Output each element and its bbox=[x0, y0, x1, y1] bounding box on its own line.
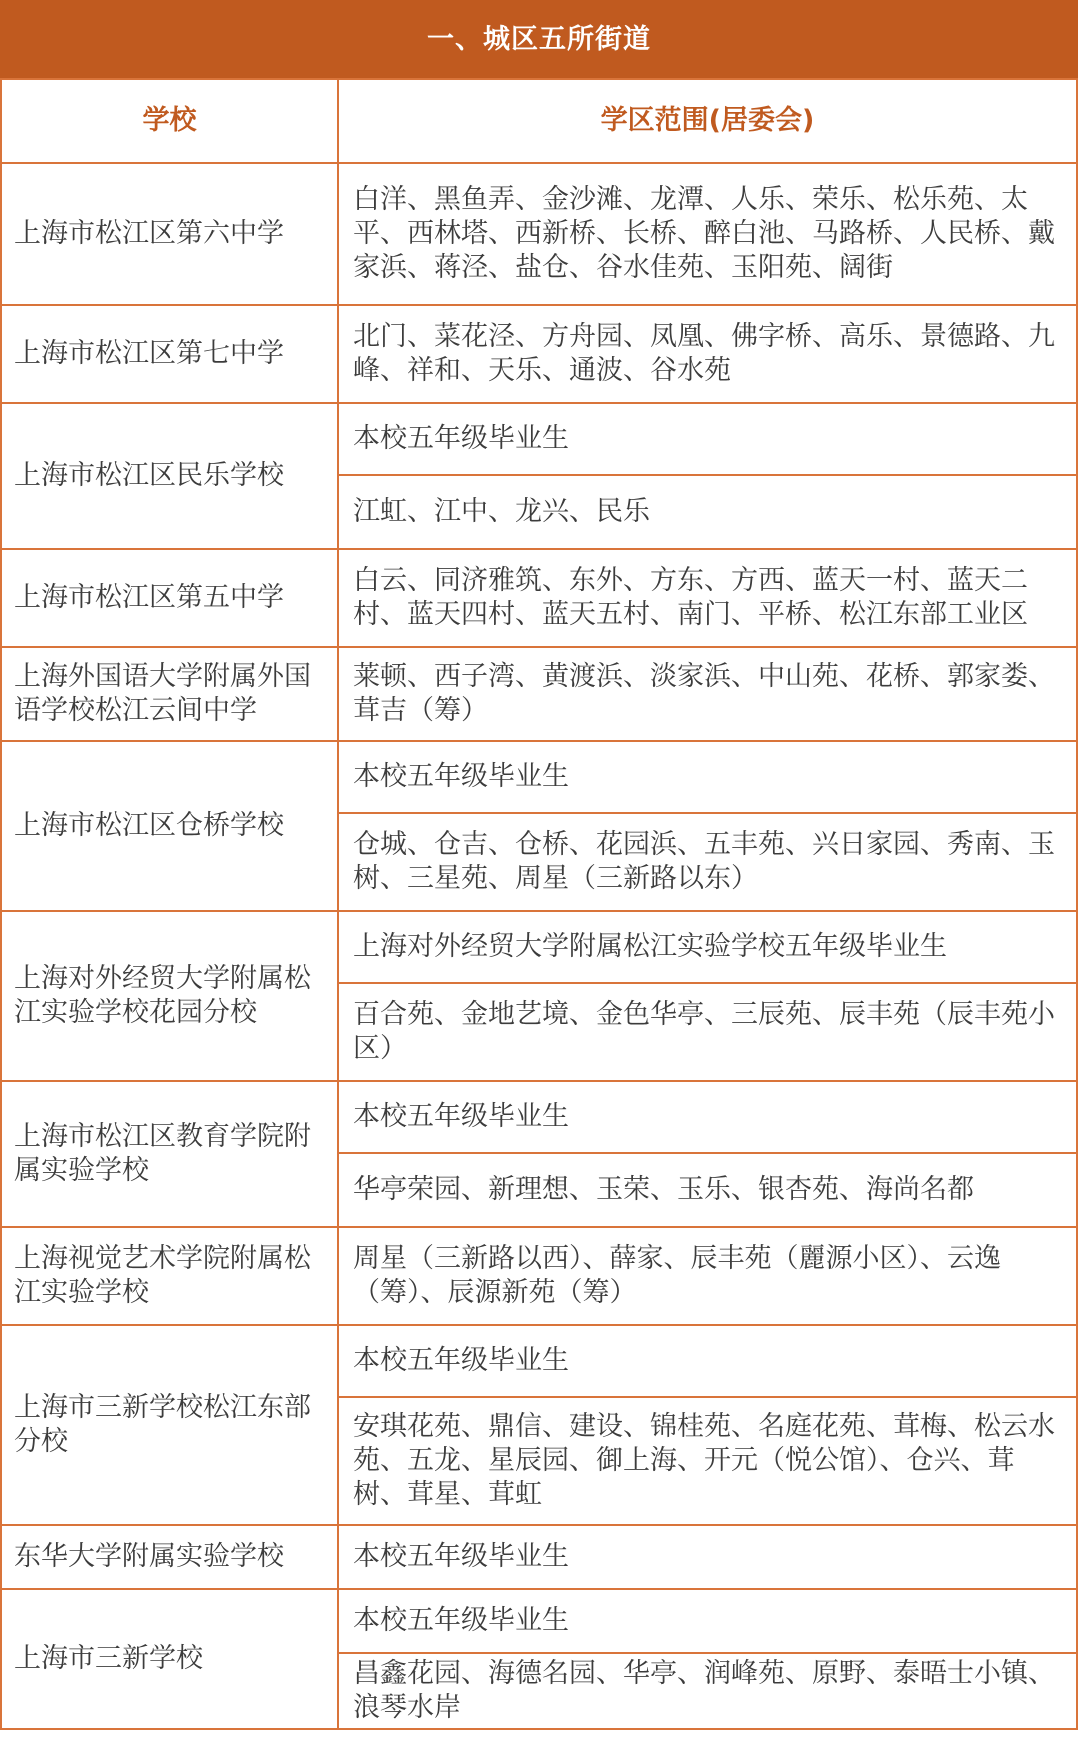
zone-cell: 上海对外经贸大学附属松江实验学校五年级毕业生 bbox=[338, 911, 1077, 983]
school-district-table bbox=[0, 78, 1078, 1730]
zone-cell: 昌鑫花园、海德名园、华亭、润峰苑、原野、泰晤士小镇、浪琴水岸 bbox=[338, 1653, 1077, 1729]
table-row bbox=[1, 1325, 1077, 1397]
zone-cell: 仓城、仓吉、仓桥、花园浜、五丰苑、兴日家园、秀南、玉树、三星苑、周星（三新路以东） bbox=[338, 813, 1077, 911]
zone-cell: 百合苑、金地艺境、金色华亭、三辰苑、辰丰苑（辰丰苑小区） bbox=[338, 983, 1077, 1081]
section-title: 一、城区五所街道 bbox=[0, 0, 1078, 80]
zone-cell: 白云、同济雅筑、东外、方东、方西、蓝天一村、蓝天二村、蓝天四村、蓝天五村、南门、平桥、松江东部工业区 bbox=[338, 549, 1077, 647]
table-row bbox=[1, 1589, 1077, 1653]
zone-cell: 本校五年级毕业生 bbox=[338, 1081, 1077, 1153]
zone-cell: 本校五年级毕业生 bbox=[338, 1325, 1077, 1397]
school-name-cell: 上海视觉艺术学院附属松江实验学校 bbox=[1, 1227, 338, 1325]
table-row bbox=[1, 1525, 1077, 1589]
school-name-cell: 上海市松江区第七中学 bbox=[1, 305, 338, 403]
zone-cell: 本校五年级毕业生 bbox=[338, 403, 1077, 475]
table-body bbox=[1, 163, 1077, 1729]
zone-cell: 本校五年级毕业生 bbox=[338, 741, 1077, 813]
header-school: 学校 bbox=[1, 79, 338, 163]
zone-cell: 本校五年级毕业生 bbox=[338, 1525, 1077, 1589]
school-name-cell: 东华大学附属实验学校 bbox=[1, 1525, 338, 1589]
header-zone: 学区范围(居委会) bbox=[338, 79, 1077, 163]
school-name-cell: 上海市松江区民乐学校 bbox=[1, 403, 338, 549]
school-name-cell: 上海市松江区仓桥学校 bbox=[1, 741, 338, 911]
school-name-cell: 上海市三新学校 bbox=[1, 1589, 338, 1729]
zone-cell: 北门、菜花泾、方舟园、凤凰、佛字桥、高乐、景德路、九峰、祥和、天乐、通波、谷水苑 bbox=[338, 305, 1077, 403]
table-row bbox=[1, 911, 1077, 983]
table-row bbox=[1, 403, 1077, 475]
zone-cell: 本校五年级毕业生 bbox=[338, 1589, 1077, 1653]
zone-cell: 江虹、江中、龙兴、民乐 bbox=[338, 475, 1077, 549]
table-row bbox=[1, 741, 1077, 813]
table-row bbox=[1, 305, 1077, 403]
zone-cell: 莱顿、西子湾、黄渡浜、淡家浜、中山苑、花桥、郭家娄、茸吉（筹） bbox=[338, 647, 1077, 741]
table-row bbox=[1, 1227, 1077, 1325]
zone-cell: 周星（三新路以西）、薛家、辰丰苑（麗源小区）、云逸（筹）、辰源新苑（筹） bbox=[338, 1227, 1077, 1325]
table-row bbox=[1, 163, 1077, 305]
school-name-cell: 上海市松江区第五中学 bbox=[1, 549, 338, 647]
zone-cell: 安琪花苑、鼎信、建设、锦桂苑、名庭花苑、茸梅、松云水苑、五龙、星辰园、御上海、开元（悦公馆）、仓兴、茸树、茸星、茸虹 bbox=[338, 1397, 1077, 1525]
table-header-row bbox=[1, 79, 1077, 163]
school-name-cell: 上海对外经贸大学附属松江实验学校花园分校 bbox=[1, 911, 338, 1081]
school-name-cell: 上海市松江区教育学院附属实验学校 bbox=[1, 1081, 338, 1227]
table-row bbox=[1, 1081, 1077, 1153]
table-row bbox=[1, 549, 1077, 647]
zone-cell: 华亭荣园、新理想、玉荣、玉乐、银杏苑、海尚名都 bbox=[338, 1153, 1077, 1227]
school-name-cell: 上海市松江区第六中学 bbox=[1, 163, 338, 305]
table-row bbox=[1, 647, 1077, 741]
school-name-cell: 上海外国语大学附属外国语学校松江云间中学 bbox=[1, 647, 338, 741]
school-name-cell: 上海市三新学校松江东部分校 bbox=[1, 1325, 338, 1525]
zone-cell: 白洋、黑鱼弄、金沙滩、龙潭、人乐、荣乐、松乐苑、太平、西林塔、西新桥、长桥、醉白池、马路桥、人民桥、戴家浜、蒋泾、盐仓、谷水佳苑、玉阳苑、阔街 bbox=[338, 163, 1077, 305]
